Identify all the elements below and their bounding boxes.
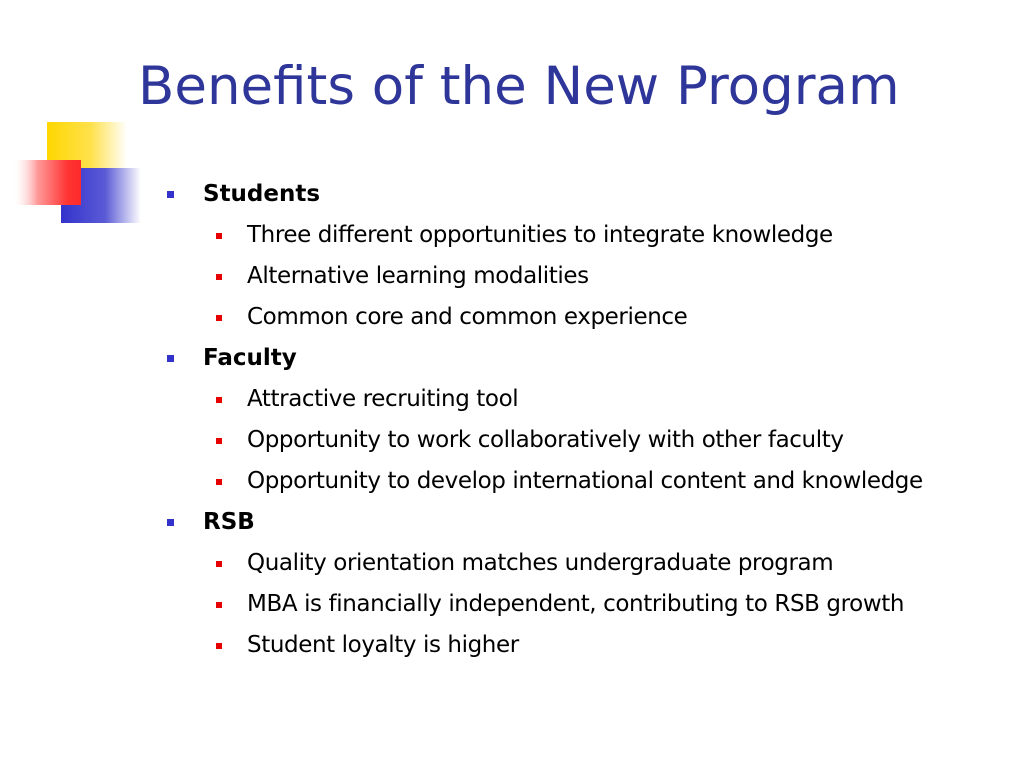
list-item-text: Common core and common experience (247, 304, 688, 330)
list-item (165, 543, 1015, 584)
square-bullet-icon (216, 315, 222, 321)
list-item-text: Alternative learning modalities (247, 263, 589, 289)
list-item (165, 584, 1015, 625)
bullet-list (165, 174, 1015, 666)
red-square (14, 160, 81, 205)
list-item (165, 379, 1015, 420)
list-item (165, 420, 1015, 461)
section-heading-label: Students (203, 181, 321, 207)
list-item (165, 461, 1015, 502)
list-item (165, 215, 1015, 256)
list-item-text: MBA is financially independent, contributing to RSB growth (247, 591, 905, 617)
square-bullet-icon (167, 191, 174, 198)
square-bullet-icon (216, 438, 222, 444)
list-item-text: Quality orientation matches undergraduate program (247, 550, 834, 576)
list-item (165, 625, 1015, 666)
square-bullet-icon (167, 519, 174, 526)
section-heading-students (165, 174, 1015, 215)
square-bullet-icon (216, 274, 222, 280)
square-bullet-icon (216, 643, 222, 649)
square-bullet-icon (216, 602, 222, 608)
section-heading-rsb (165, 502, 1015, 543)
square-bullet-icon (216, 561, 222, 567)
square-bullet-icon (216, 233, 222, 239)
slide-title: Benefits of the New Program (138, 56, 900, 117)
list-item (165, 297, 1015, 338)
list-item-text: Opportunity to work collaboratively with other faculty (247, 427, 844, 453)
square-bullet-icon (216, 479, 222, 485)
list-item (165, 256, 1015, 297)
decorative-squares-logo (0, 0, 160, 240)
square-bullet-icon (216, 397, 222, 403)
list-item-text: Attractive recruiting tool (247, 386, 519, 412)
list-item-text: Three different opportunities to integrate knowledge (247, 222, 833, 248)
section-heading-label: RSB (203, 509, 255, 535)
section-heading-faculty (165, 338, 1015, 379)
list-item-text: Opportunity to develop international content and knowledge (247, 468, 923, 494)
square-bullet-icon (167, 355, 174, 362)
section-heading-label: Faculty (203, 345, 297, 371)
list-item-text: Student loyalty is higher (247, 632, 519, 658)
